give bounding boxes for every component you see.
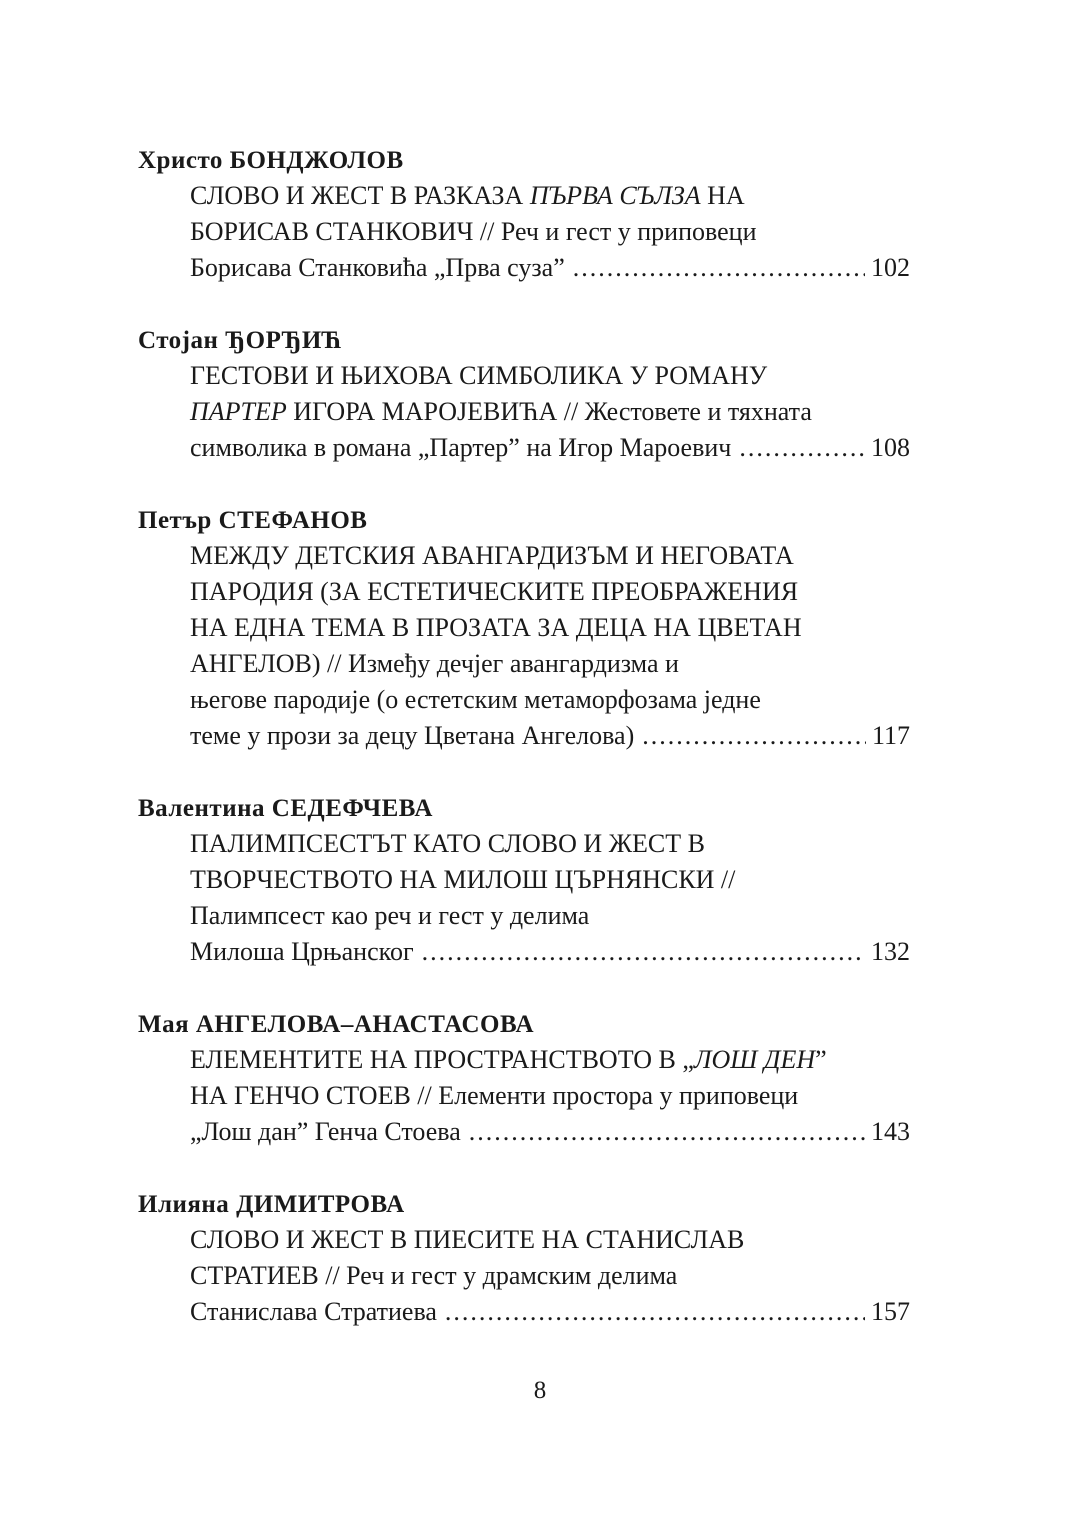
entry-title-line: ГЕСТОВИ И ЊИХОВА СИМБОЛИКА У РОМАНУ	[190, 361, 768, 390]
entry-title-line: БОРИСАВ СТАНКОВИЧ // Реч и гест у приповеци	[190, 217, 757, 246]
entry-title-line: ТВОРЧЕСТВОТО НА МИЛОШ ЦЪРНЯНСКИ //	[190, 865, 736, 894]
dot-leader	[469, 1114, 865, 1150]
entry-title-line: СЛОВО И ЖЕСТ В ПИЕСИТЕ НА СТАНИСЛАВ	[190, 1225, 745, 1254]
dot-leader	[642, 718, 866, 754]
entry-page-number: 117	[871, 721, 910, 750]
entry-title-line: МЕЖДУ ДЕТСКИЯ АВАНГАРДИЗЪМ И НЕГОВАТА	[190, 541, 794, 570]
entry-author: Христо БОНДЖОЛОВ	[138, 147, 404, 174]
entry-page-number: 143	[871, 1117, 910, 1146]
entry-title-line: СЛОВО И ЖЕСТ В РАЗКАЗА ПЪРВА СЪЛЗА НА	[190, 181, 745, 210]
entry-page-number: 108	[871, 433, 910, 462]
entry-toc-line[interactable]	[190, 934, 910, 970]
entry-toc-line[interactable]	[190, 1294, 910, 1330]
entry-title-line: Милоша Црњанског	[190, 937, 414, 966]
entry-title-line: СТРАТИЕВ // Реч и гест у драмским делима	[190, 1261, 678, 1290]
entry-toc-line[interactable]	[190, 250, 910, 286]
entry-title-line: теме у прози за децу Цветана Ангелова)	[190, 721, 635, 750]
entry-author: Валентина СЕДЕФЧЕВА	[138, 795, 433, 822]
entry-author: Илияна ДИМИТРОВА	[138, 1191, 405, 1218]
entry-title-line: ПАРТЕР ИГОРА МАРОЈЕВИЋА // Жестовете и тяхната	[190, 397, 812, 426]
entry-title-line: ПАРОДИЯ (ЗА ЕСТЕТИЧЕСКИТЕ ПРЕОБРАЖЕНИЯ	[190, 577, 799, 606]
entry-toc-line[interactable]	[190, 1114, 910, 1150]
entry-author: Мая АНГЕЛОВА–АНАСТАСОВА	[138, 1011, 535, 1038]
entry-page-number: 157	[871, 1297, 910, 1326]
entry-title-line: Борисава Станковића „Прва суза”	[190, 253, 565, 282]
entry-title-line: његове пародије (о естетским метаморфозама једне	[190, 685, 761, 714]
entry-toc-line[interactable]	[190, 718, 910, 754]
entry-title-line: НА ГЕНЧО СТОЕВ // Елементи простора у приповеци	[190, 1081, 799, 1110]
dot-leader	[739, 430, 865, 466]
page-number: 8	[533, 1377, 547, 1404]
entry-title-line: ПАЛИМПСЕСТЪТ КАТО СЛОВО И ЖЕСТ В	[190, 829, 705, 858]
dot-leader	[573, 250, 865, 286]
entry-title-line: АНГЕЛОВ) // Између дечјег авангардизма и	[190, 649, 679, 678]
entry-title-line: Станислава Стратиева	[190, 1297, 437, 1326]
entry-title-line: Палимпсест као реч и гест у делима	[190, 901, 590, 930]
entry-title-line: НА ЕДНА ТЕМА В ПРОЗАТА ЗА ДЕЦА НА ЦВЕТАН	[190, 613, 802, 642]
entry-author: Стојан ЂОРЂИЋ	[138, 327, 343, 354]
entry-title-line: „Лош дан” Генча Стоева	[190, 1117, 461, 1146]
dot-leader	[445, 1294, 865, 1330]
dot-leader	[422, 934, 865, 970]
entry-page-number: 102	[871, 253, 910, 282]
entry-toc-line[interactable]	[190, 430, 910, 466]
entry-page-number: 132	[871, 937, 910, 966]
entry-author: Петър СТЕФАНОВ	[138, 507, 368, 534]
entry-title-line: символика в романа „Партер” на Игор Мароевич	[190, 433, 732, 462]
entry-title-line: ЕЛЕМЕНТИТЕ НА ПРОСТРАНСТВОТО В „ЛОШ ДЕН”	[190, 1045, 827, 1074]
